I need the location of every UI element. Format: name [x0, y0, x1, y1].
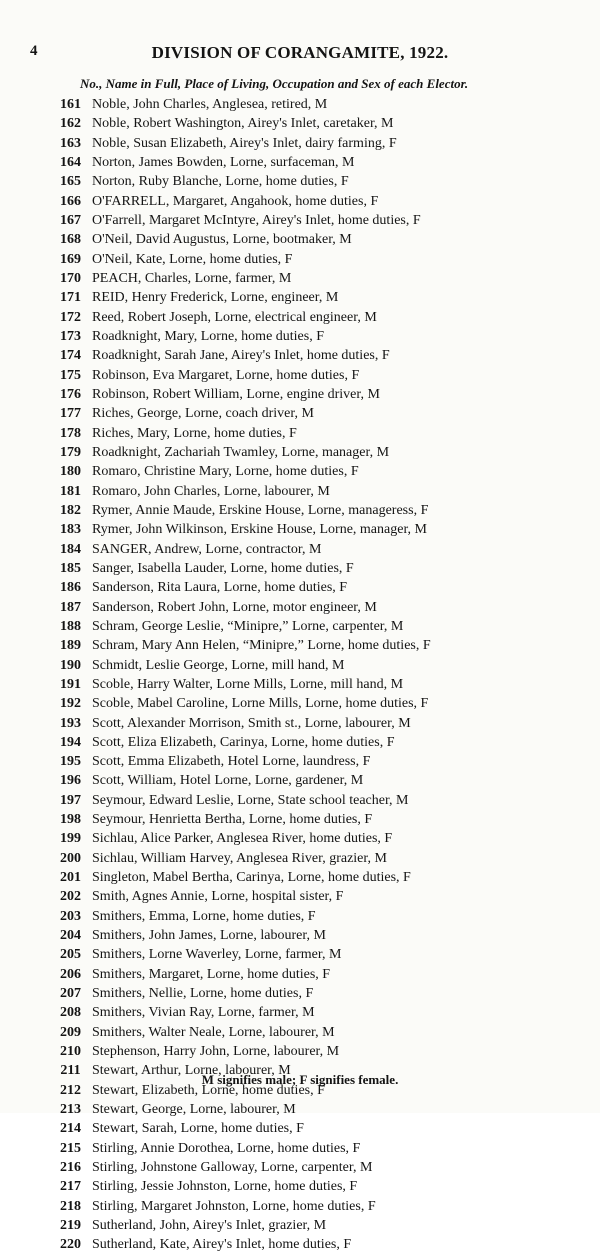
- elector-row: [0, 1177, 600, 1196]
- elector-row: [0, 230, 600, 249]
- elector-row: [0, 1042, 600, 1061]
- elector-number: 208: [60, 1005, 81, 1021]
- elector-details: Stewart, Sarah, Lorne, home duties, F: [92, 1121, 304, 1137]
- elector-details: Seymour, Henrietta Bertha, Lorne, home duties, F: [92, 812, 373, 828]
- elector-row: [0, 192, 600, 211]
- elector-row: [0, 443, 600, 462]
- elector-row: [0, 482, 600, 501]
- elector-number: 183: [60, 522, 81, 538]
- elector-row: [0, 153, 600, 172]
- elector-details: Stewart, Arthur, Lorne, labourer, M: [92, 1063, 291, 1079]
- elector-number: 211: [60, 1063, 81, 1079]
- elector-number: 205: [60, 947, 81, 963]
- elector-number: 196: [60, 773, 81, 789]
- elector-number: 184: [60, 541, 81, 557]
- elector-details: Robinson, Eva Margaret, Lorne, home duties, F: [92, 367, 360, 383]
- elector-details: Rymer, John Wilkinson, Erskine House, Lorne, manager, M: [92, 522, 427, 538]
- elector-details: O'Neil, David Augustus, Lorne, bootmaker, M: [92, 232, 352, 248]
- elector-details: Norton, James Bowden, Lorne, surfaceman, M: [92, 154, 355, 170]
- elector-details: Noble, John Charles, Anglesea, retired, M: [92, 97, 328, 112]
- elector-number: 181: [60, 483, 81, 499]
- elector-details: Romaro, Christine Mary, Lorne, home duties, F: [92, 464, 359, 480]
- elector-number: 216: [60, 1160, 81, 1176]
- elector-details: Schram, George Leslie, “Minipre,” Lorne, carpenter, M: [92, 618, 404, 634]
- elector-row: [0, 1158, 600, 1177]
- elector-row: [0, 404, 600, 423]
- elector-details: Noble, Susan Elizabeth, Airey's Inlet, dairy farming, F: [92, 135, 397, 151]
- elector-details: Smithers, Walter Neale, Lorne, labourer, M: [92, 1024, 335, 1040]
- elector-row: [0, 1216, 600, 1235]
- elector-number: 185: [60, 560, 81, 576]
- elector-number: 192: [60, 696, 81, 712]
- elector-number: 201: [60, 870, 81, 886]
- elector-details: Scoble, Harry Walter, Lorne Mills, Lorne, mill hand, M: [92, 676, 404, 692]
- elector-details: Sutherland, John, Airey's Inlet, grazier, M: [92, 1218, 327, 1234]
- elector-details: Roadknight, Sarah Jane, Airey's Inlet, home duties, F: [92, 348, 390, 364]
- elector-details: Scoble, Mabel Caroline, Lorne Mills, Lorne, home duties, F: [92, 696, 429, 712]
- elector-details: Reed, Robert Joseph, Lorne, electrical engineer, M: [92, 309, 377, 325]
- elector-number: 190: [60, 657, 81, 673]
- elector-number: 218: [60, 1198, 81, 1214]
- elector-row: [0, 1003, 600, 1022]
- elector-details: Sichlau, William Harvey, Anglesea River, grazier, M: [92, 850, 387, 866]
- elector-number: 180: [60, 464, 81, 480]
- elector-number: 202: [60, 889, 81, 905]
- elector-details: SANGER, Andrew, Lorne, contractor, M: [92, 541, 322, 557]
- elector-number: 163: [60, 135, 81, 151]
- elector-number: 186: [60, 580, 81, 596]
- elector-row: [0, 810, 600, 829]
- elector-row: [0, 1139, 600, 1158]
- elector-details: Norton, Ruby Blanche, Lorne, home duties, F: [92, 174, 349, 190]
- elector-number: 210: [60, 1044, 81, 1060]
- elector-number: 203: [60, 908, 81, 924]
- elector-row: [0, 752, 600, 771]
- elector-row: [0, 269, 600, 288]
- elector-number: 168: [60, 232, 81, 248]
- elector-row: [0, 791, 600, 810]
- elector-details: Singleton, Mabel Bertha, Carinya, Lorne, home duties, F: [92, 870, 411, 886]
- elector-row: [0, 656, 600, 675]
- elector-number: 173: [60, 328, 81, 344]
- elector-number: 171: [60, 290, 81, 306]
- elector-details: Smithers, Margaret, Lorne, home duties, F: [92, 966, 331, 982]
- elector-number: 175: [60, 367, 81, 383]
- elector-row: [0, 1100, 600, 1119]
- elector-details: Seymour, Edward Leslie, Lorne, State school teacher, M: [92, 792, 409, 808]
- elector-row: [0, 829, 600, 848]
- elector-number: 204: [60, 928, 81, 944]
- elector-row: [0, 617, 600, 636]
- elector-details: Smith, Agnes Annie, Lorne, hospital sister, F: [92, 889, 344, 905]
- page-number: 4: [30, 43, 38, 59]
- elector-row: [0, 1119, 600, 1138]
- elector-number: 214: [60, 1121, 81, 1137]
- elector-details: Stirling, Margaret Johnston, Lorne, home duties, F: [92, 1198, 376, 1214]
- elector-details: Robinson, Robert William, Lorne, engine driver, M: [92, 386, 380, 402]
- elector-row: [0, 965, 600, 984]
- elector-number: 209: [60, 1024, 81, 1040]
- elector-details: Stirling, Jessie Johnston, Lorne, home duties, F: [92, 1179, 358, 1195]
- page-title: DIVISION OF CORANGAMITE, 1922.: [151, 43, 449, 62]
- elector-details: Sanderson, Rita Laura, Lorne, home duties, F: [92, 580, 348, 596]
- elector-row: [0, 366, 600, 385]
- elector-row: [0, 327, 600, 346]
- elector-details: Noble, Robert Washington, Airey's Inlet, caretaker, M: [92, 116, 394, 132]
- elector-details: Scott, Eliza Elizabeth, Carinya, Lorne, home duties, F: [92, 734, 395, 750]
- column-header: No., Name in Full, Place of Living, Occupation and Sex of each Elector.: [80, 76, 469, 91]
- elector-row: [0, 559, 600, 578]
- elector-details: Smithers, Emma, Lorne, home duties, F: [92, 908, 316, 924]
- elector-row: [0, 984, 600, 1003]
- elector-number: 193: [60, 715, 81, 731]
- elector-details: Scott, Alexander Morrison, Smith st., Lorne, labourer, M: [92, 715, 411, 731]
- elector-row: [0, 462, 600, 481]
- elector-number: 191: [60, 676, 81, 692]
- elector-row: [0, 1197, 600, 1216]
- elector-number: 197: [60, 792, 81, 808]
- elector-number: 207: [60, 986, 81, 1002]
- elector-number: 200: [60, 850, 81, 866]
- elector-number: 162: [60, 116, 81, 132]
- elector-number: 169: [60, 251, 81, 267]
- elector-details: Stirling, Johnstone Galloway, Lorne, carpenter, M: [92, 1160, 373, 1176]
- elector-row: [0, 771, 600, 790]
- elector-number: 220: [60, 1237, 81, 1253]
- elector-row: [0, 907, 600, 926]
- elector-details: REID, Henry Frederick, Lorne, engineer, M: [92, 290, 339, 306]
- elector-row: [0, 211, 600, 230]
- elector-number: 194: [60, 734, 81, 750]
- elector-row: [0, 636, 600, 655]
- elector-row: [0, 385, 600, 404]
- elector-row: [0, 598, 600, 617]
- elector-number: 178: [60, 425, 81, 441]
- elector-row: [0, 868, 600, 887]
- elector-number: 174: [60, 348, 81, 364]
- elector-number: 177: [60, 406, 81, 422]
- elector-details: O'FARRELL, Margaret, Angahook, home duties, F: [92, 193, 379, 209]
- elector-details: O'Neil, Kate, Lorne, home duties, F: [92, 251, 293, 267]
- elector-row: [0, 114, 600, 133]
- elector-details: Smithers, Vivian Ray, Lorne, farmer, M: [92, 1005, 315, 1021]
- elector-row: [0, 694, 600, 713]
- elector-details: Riches, George, Lorne, coach driver, M: [92, 406, 314, 422]
- elector-number: 167: [60, 212, 81, 228]
- elector-details: Sutherland, Kate, Airey's Inlet, home duties, F: [92, 1237, 352, 1253]
- elector-number: 164: [60, 154, 81, 170]
- elector-row: [0, 308, 600, 327]
- elector-number: 165: [60, 174, 81, 190]
- elector-row: [0, 134, 600, 153]
- elector-details: Schram, Mary Ann Helen, “Minipre,” Lorne, home duties, F: [92, 638, 431, 654]
- elector-row: [0, 1023, 600, 1042]
- elector-details: Smithers, Nellie, Lorne, home duties, F: [92, 986, 314, 1002]
- elector-row: [0, 346, 600, 365]
- elector-row: [0, 945, 600, 964]
- elector-details: Smithers, John James, Lorne, labourer, M: [92, 928, 326, 944]
- elector-row: [0, 172, 600, 191]
- elector-number: 198: [60, 812, 81, 828]
- elector-row: [0, 95, 600, 114]
- elector-row: [0, 1235, 600, 1254]
- elector-details: Smithers, Lorne Waverley, Lorne, farmer, M: [92, 947, 342, 963]
- elector-number: 219: [60, 1218, 81, 1234]
- elector-number: 187: [60, 599, 81, 615]
- elector-number: 179: [60, 444, 81, 460]
- elector-details: Stirling, Annie Dorothea, Lorne, home duties, F: [92, 1140, 361, 1156]
- elector-details: Riches, Mary, Lorne, home duties, F: [92, 425, 297, 441]
- elector-number: 195: [60, 754, 81, 770]
- elector-details: Rymer, Annie Maude, Erskine House, Lorne, manageress, F: [92, 502, 429, 518]
- elector-row: [0, 288, 600, 307]
- elector-row: [0, 887, 600, 906]
- elector-row: [0, 849, 600, 868]
- elector-row: [0, 250, 600, 269]
- elector-number: 217: [60, 1179, 81, 1195]
- elector-row: [0, 714, 600, 733]
- elector-number: 206: [60, 966, 81, 982]
- elector-details: Sichlau, Alice Parker, Anglesea River, home duties, F: [92, 831, 393, 847]
- elector-number: 215: [60, 1140, 81, 1156]
- elector-row: [0, 578, 600, 597]
- elector-details: Stephenson, Harry John, Lorne, labourer, M: [92, 1044, 340, 1060]
- elector-details: Roadknight, Zachariah Twamley, Lorne, manager, M: [92, 444, 390, 460]
- elector-details: Schmidt, Leslie George, Lorne, mill hand, M: [92, 657, 345, 673]
- elector-number: 199: [60, 831, 81, 847]
- elector-number: 188: [60, 618, 81, 634]
- footer-note: M signifies male; F signifies female.: [201, 1072, 399, 1087]
- elector-row: [0, 675, 600, 694]
- elector-row: [0, 926, 600, 945]
- elector-details: Roadknight, Mary, Lorne, home duties, F: [92, 328, 325, 344]
- elector-details: Stewart, Elizabeth, Lorne, home duties, F: [92, 1082, 325, 1098]
- elector-details: Scott, William, Hotel Lorne, Lorne, gardener, M: [92, 773, 364, 789]
- elector-row: [0, 540, 600, 559]
- elector-row: [0, 520, 600, 539]
- elector-number: 212: [60, 1082, 81, 1098]
- elector-number: 182: [60, 502, 81, 518]
- elector-number: 166: [60, 193, 81, 209]
- elector-details: PEACH, Charles, Lorne, farmer, M: [92, 270, 292, 286]
- elector-row: [0, 424, 600, 443]
- elector-row: [0, 501, 600, 520]
- elector-details: Romaro, John Charles, Lorne, labourer, M: [92, 483, 330, 499]
- elector-details: Sanderson, Robert John, Lorne, motor engineer, M: [92, 599, 377, 615]
- elector-details: Scott, Emma Elizabeth, Hotel Lorne, laundress, F: [92, 754, 371, 770]
- elector-details: O'Farrell, Margaret McIntyre, Airey's Inlet, home duties, F: [92, 212, 421, 228]
- elector-number: 176: [60, 386, 81, 402]
- elector-details: Sanger, Isabella Lauder, Lorne, home duties, F: [92, 560, 354, 576]
- elector-number: 213: [60, 1102, 81, 1118]
- elector-number: 170: [60, 270, 81, 286]
- elector-number: 161: [60, 97, 81, 112]
- elector-number: 172: [60, 309, 81, 325]
- elector-number: 189: [60, 638, 81, 654]
- elector-row: [0, 733, 600, 752]
- elector-details: Stewart, George, Lorne, labourer, M: [92, 1102, 296, 1118]
